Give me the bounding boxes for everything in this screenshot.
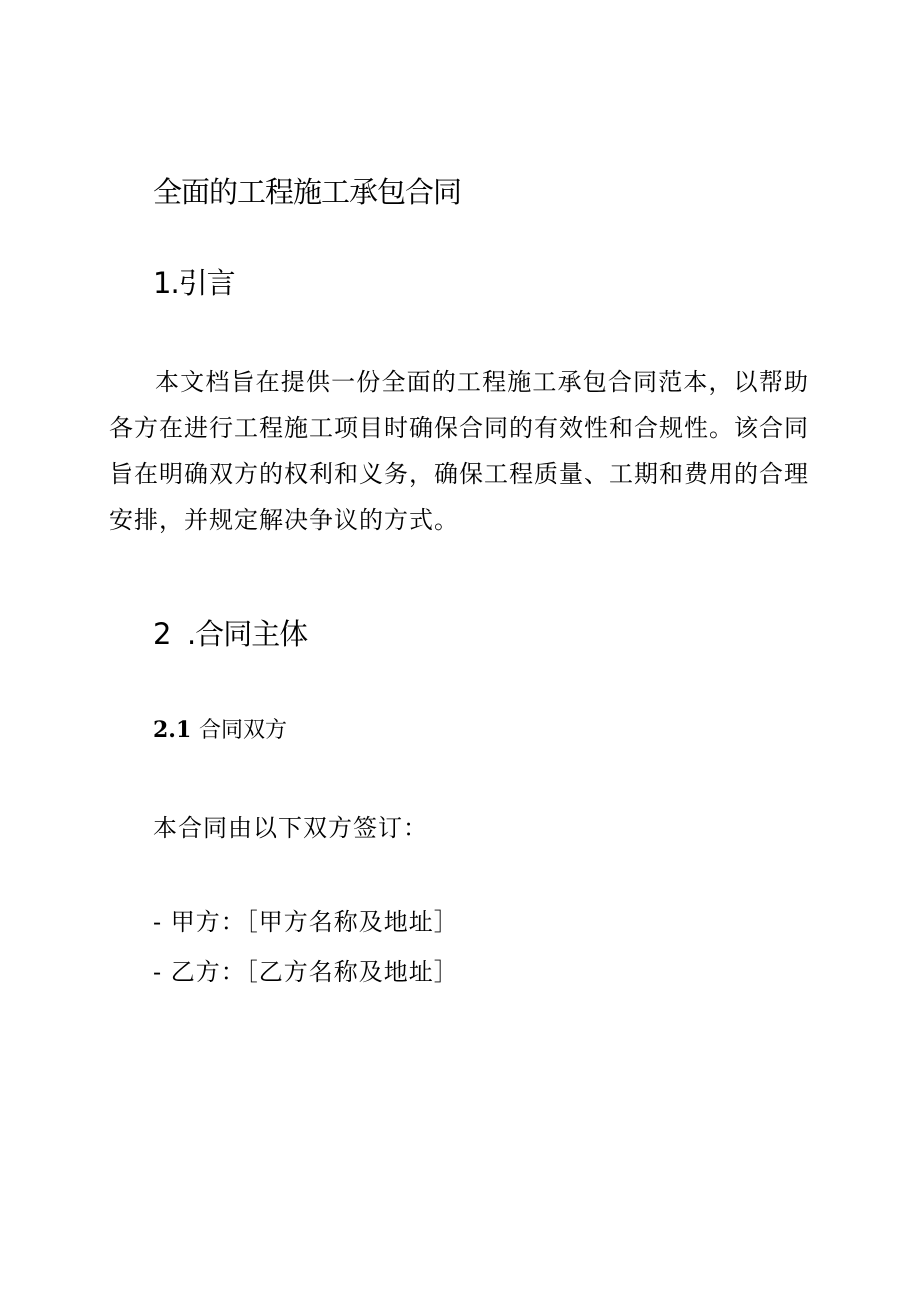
subsection-2-1-heading (153, 712, 287, 749)
document-title: 全面的工程施工承包合同 (153, 175, 462, 209)
subsection-2-1-number: 2.1 (153, 717, 192, 743)
section-2-number: 2 (153, 617, 171, 651)
party-b-line: - 乙方：［乙方名称及地址］ (153, 958, 459, 986)
section-1-heading: 1.引言 (153, 266, 235, 300)
signing-parties-intro: 本合同由以下双方签订： (153, 814, 428, 842)
section-1-body: 本文档旨在提供一份全面的工程施工承包合同范本，以帮助各方在进行工程施工项目时确保合同的有效性和合规性。该合同旨在明确双方的权利和义务，确保工程质量、工期和费用的合理安排，并规定解决争议的方式。 (109, 368, 809, 534)
section-2-heading (153, 612, 307, 656)
section-2-title: .合同主体 (187, 617, 308, 651)
subsection-2-1-title: 合同双方 (199, 718, 288, 743)
party-a-line: - 甲方：［甲方名称及地址］ (153, 908, 459, 936)
